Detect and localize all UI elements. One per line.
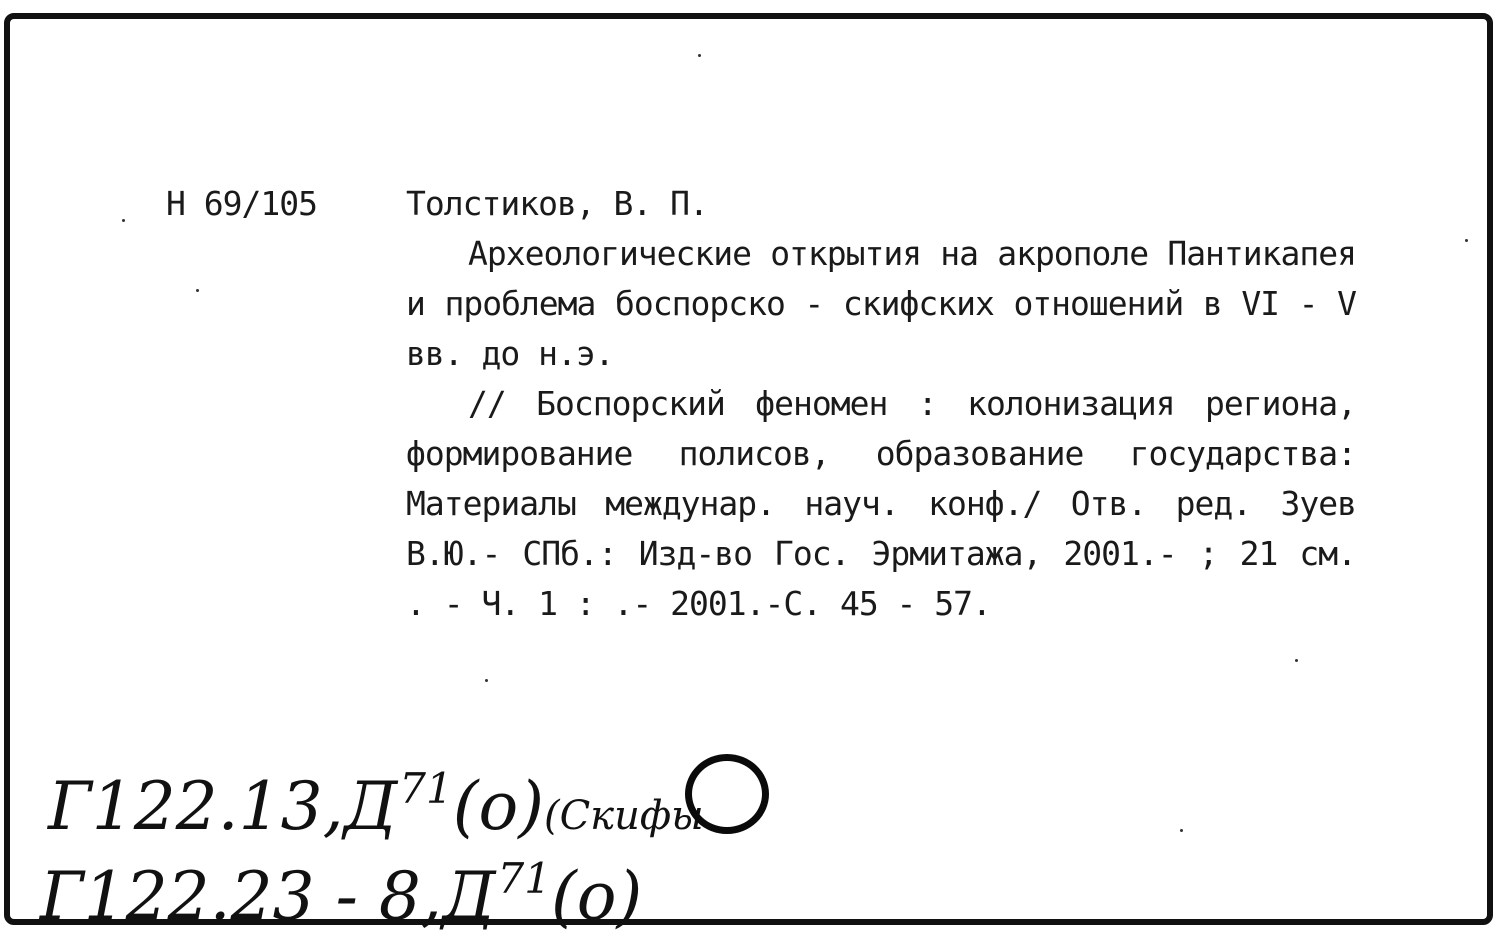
handwritten-suffix-1: (о)	[452, 768, 544, 845]
source-paragraph: // Боспорский феномен : колонизация региона, формирование полисов, образование государства: Материалы междунар. науч. конф./ Отв. ред. Зуев В.Ю.- СПб.: Изд-во Гос. Эрмитажа, 2001.- ; 21 см. . - Ч. 1 : .- 2001.-С. 45 - 57.	[406, 384, 1356, 623]
handwritten-suffix-2: (о)	[550, 858, 643, 935]
scan-speck	[122, 219, 125, 222]
shelfmark: Н 69/105	[166, 184, 317, 223]
scan-speck	[698, 54, 701, 57]
handwritten-code-2: Г122.23 - 8,Д	[40, 858, 496, 935]
handwritten-superscript-2: 71	[497, 854, 551, 903]
scan-speck	[485, 679, 488, 682]
handwritten-note: (Скифы	[543, 793, 704, 839]
scan-speck	[1180, 829, 1183, 832]
handwritten-classification-2	[40, 854, 642, 935]
title-paragraph: Археологические открытия на акрополе Пантикапея и проблема боспорско - скифских отношений в VI - V вв. до н.э.	[406, 234, 1356, 373]
bibliographic-description	[406, 229, 1356, 629]
circle-mark-icon	[685, 754, 769, 834]
handwritten-code-1: Г122.13,Д	[48, 768, 398, 845]
scan-speck	[1295, 659, 1298, 662]
catalog-card	[4, 13, 1493, 935]
author-heading: Толстиков, В. П.	[406, 184, 708, 223]
handwritten-superscript-1: 71	[399, 764, 453, 813]
handwritten-classification-1	[48, 764, 704, 845]
scan-speck	[196, 289, 199, 292]
scan-speck	[1465, 239, 1468, 242]
